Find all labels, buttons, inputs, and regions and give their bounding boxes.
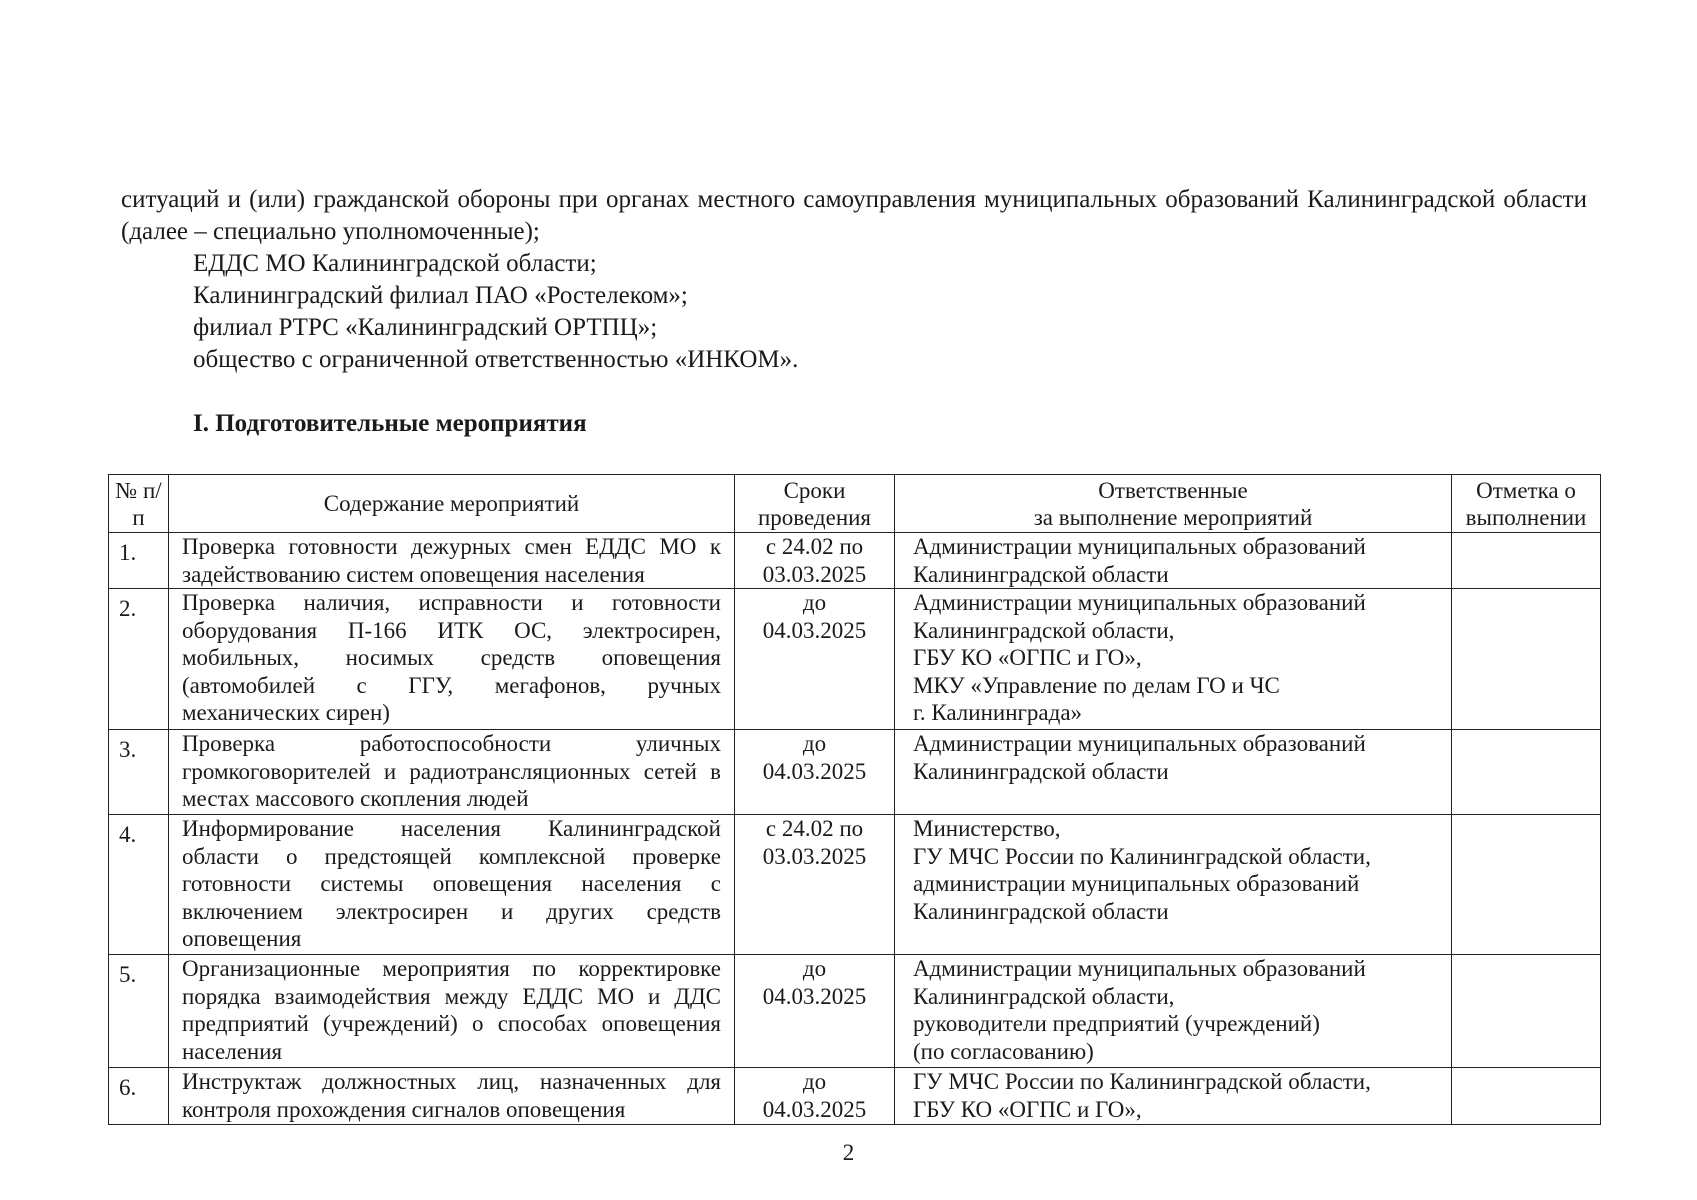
table-row (109, 589, 1601, 730)
row-num: 3. (109, 730, 169, 815)
row-date-line: до (802, 590, 827, 615)
table-row (109, 815, 1601, 955)
row-mark (1452, 1068, 1601, 1125)
section-title: I. Подготовительные мероприятия (193, 410, 587, 437)
row-responsible (895, 815, 1452, 955)
page-number: 2 (842, 1140, 855, 1165)
table-row (109, 730, 1601, 815)
responsible-line: (по согласованию) (913, 1038, 1094, 1064)
row-responsible (895, 1068, 1452, 1125)
table-row (109, 955, 1601, 1068)
row-num: 6. (109, 1068, 169, 1125)
intro-block (121, 184, 1587, 376)
row-content: Инструктаж должностных лиц, назначенных для контроля прохождения сигналов оповещения (169, 1068, 735, 1125)
intro-item: филиал РТРС «Калининградский ОРТПЦ»; (193, 314, 658, 341)
header-responsible-line: за выполнение мероприятий (1033, 504, 1313, 530)
row-content: Проверка готовности дежурных смен ЕДДС МО к задействованию систем оповещения населения (169, 533, 735, 589)
row-date-line: с 24.02 по (765, 534, 864, 559)
responsible-line: администрации муниципальных образований (913, 871, 1360, 896)
header-responsible (895, 475, 1452, 533)
responsible-line: ГУ МЧС России по Калининградской области, (913, 1069, 1371, 1094)
row-mark (1452, 589, 1601, 730)
row-date-line: с 24.02 по (765, 816, 864, 841)
responsible-line: ГБУ КО «ОГПС и ГО», (913, 645, 1142, 670)
responsible-line: Калининградской области, (913, 983, 1175, 1009)
responsible-line: руководители предприятий (учреждений) (913, 1011, 1320, 1036)
row-content: Проверка работоспособности уличных громкоговорителей и радиотрансляционных сетей в местах массового скопления людей (169, 730, 735, 815)
responsible-line: Калининградской области (913, 898, 1169, 924)
responsible-line: Министерство, (913, 816, 1061, 841)
header-mark: Отметка о выполнении (1452, 475, 1601, 533)
row-mark (1452, 533, 1601, 589)
intro-item: ЕДДС МО Калининградской области; (193, 250, 597, 277)
row-num: 2. (109, 589, 169, 730)
row-responsible (895, 730, 1452, 815)
responsible-line: Администрации муниципальных образований (913, 731, 1366, 756)
row-content: Организационные мероприятия по корректировке порядка взаимодействия между ЕДДС МО и ДДС предприятий (учреждений) о способах оповещения населения (169, 955, 735, 1068)
row-date-line: 04.03.2025 (762, 617, 867, 643)
row-num: 5. (109, 955, 169, 1068)
row-content: Информирование населения Калининградской области о предстоящей комплексной проверке готовности системы оповещения населения с включением электросирен и других средств оповещения (169, 815, 735, 955)
responsible-line: ГУ МЧС России по Калининградской области, (913, 843, 1371, 869)
activities-table (108, 474, 1601, 1125)
row-mark (1452, 730, 1601, 815)
header-responsible-line: Ответственные (1098, 477, 1248, 503)
responsible-line: Калининградской области, (913, 617, 1175, 643)
row-date-line: 03.03.2025 (762, 561, 867, 587)
responsible-line: Администрации муниципальных образований (913, 534, 1366, 559)
intro-item: общество с ограниченной ответственностью «ИНКОМ». (193, 346, 799, 373)
row-num: 1. (109, 533, 169, 589)
table-header-row (109, 475, 1601, 533)
table-row (109, 1068, 1601, 1125)
row-date (735, 589, 895, 730)
row-num: 4. (109, 815, 169, 955)
row-content: Проверка наличия, исправности и готовности оборудования П-166 ИТК ОС, электросирен, мобильных, носимых средств оповещения (автомобилей с ГГУ, мегафонов, ручных механических сирен) (169, 589, 735, 730)
row-date (735, 533, 895, 589)
row-date-line: до (802, 1069, 827, 1094)
responsible-line: Калининградской области (913, 758, 1169, 784)
responsible-line: Калининградской области (913, 561, 1169, 587)
intro-item: Калининградский филиал ПАО «Ростелеком»; (193, 282, 688, 309)
table-row (109, 533, 1601, 589)
row-responsible (895, 589, 1452, 730)
row-date-line: 04.03.2025 (762, 1096, 867, 1122)
intro-continuation-text: ситуаций и (или) гражданской обороны при органах местного самоуправления муниципальных образований Калининградской области (далее – специально уполномоченные); (121, 186, 1587, 245)
row-date (735, 730, 895, 815)
row-date-line: 04.03.2025 (762, 758, 867, 784)
row-date-line: до (802, 731, 827, 756)
responsible-line: Администрации муниципальных образований (913, 590, 1366, 615)
responsible-line: Администрации муниципальных образований (913, 956, 1366, 981)
row-responsible (895, 533, 1452, 589)
header-content: Содержание мероприятий (169, 475, 735, 533)
row-date-line: 03.03.2025 (762, 843, 867, 869)
row-responsible (895, 955, 1452, 1068)
row-mark (1452, 955, 1601, 1068)
row-date (735, 1068, 895, 1125)
responsible-line: МКУ «Управление по делам ГО и ЧС (913, 672, 1280, 698)
row-date-line: 04.03.2025 (762, 983, 867, 1009)
row-date-line: до (802, 956, 827, 981)
row-date (735, 815, 895, 955)
responsible-line: г. Калининграда» (913, 700, 1083, 725)
row-mark (1452, 815, 1601, 955)
responsible-line: ГБУ КО «ОГПС и ГО», (913, 1096, 1142, 1122)
header-dates: Сроки проведения (735, 475, 895, 533)
row-date (735, 955, 895, 1068)
header-num: № п/п (109, 475, 169, 533)
